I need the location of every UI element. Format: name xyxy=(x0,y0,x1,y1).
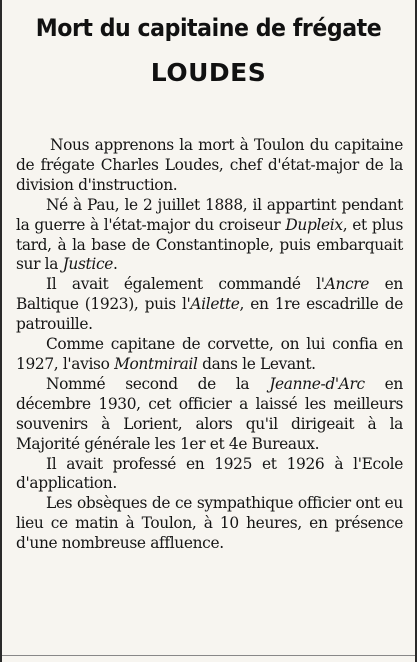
ship-name: Ancre xyxy=(324,275,370,294)
bottom-rule xyxy=(2,655,415,662)
ship-name: Montmirail xyxy=(114,354,198,373)
text-run: Il avait également commandé l' xyxy=(46,275,325,294)
ship-name: Dupleix xyxy=(285,215,343,234)
article-paragraph xyxy=(16,494,403,554)
text-run: , et plus tard, à la base de Constantinople, puis embarquait sur la xyxy=(16,215,404,274)
article-paragraph xyxy=(16,196,403,276)
article-paragraph xyxy=(16,455,403,495)
text-run: Les obsèques de ce sympathique officier ont eu lieu ce matin à Toulon, à 10 heures, en présence d'une nombreuse affluence. xyxy=(16,494,403,553)
text-run: . xyxy=(112,255,118,274)
article-paragraph xyxy=(16,335,403,375)
article-paragraph xyxy=(16,136,403,196)
ship-name: Justice xyxy=(62,255,113,274)
text-run: Il avait professé en 1925 et 1926 à l'Ecole d'application. xyxy=(16,454,403,493)
text-run: en Baltique (1923), puis l' xyxy=(16,275,403,314)
text-run: en décembre 1930, cet officier a laissé les meilleurs souvenirs à Lorient, alors qu'il dirigeait à la Majorité générale les 1er et 4e Bureaux. xyxy=(16,374,403,453)
text-run: , en 1re escadrille de patrouille. xyxy=(16,295,403,334)
text-run: Nommé second de la xyxy=(46,374,270,393)
text-run: dans le Levant. xyxy=(197,354,316,373)
article-paragraph xyxy=(16,275,403,335)
text-run: Né à Pau, le 2 juillet 1888, il appartint pendant la guerre à l'état-major du croiseur xyxy=(16,195,403,234)
text-run: Nous apprenons la mort à Toulon du capitaine de frégate Charles Loudes, chef d'état-major de la division d'instruction. xyxy=(16,136,403,194)
article-body xyxy=(16,136,403,554)
ship-name: Ailette xyxy=(190,295,240,314)
headline-name: LOUDES xyxy=(150,58,267,87)
text-run: Comme capitane de corvette, on lui confia en 1927, l'aviso xyxy=(16,335,403,373)
ship-name: Jeanne-d'Arc xyxy=(269,374,365,393)
headline-title: Mort du capitaine de frégate xyxy=(35,14,382,42)
article-paragraph xyxy=(16,375,403,455)
